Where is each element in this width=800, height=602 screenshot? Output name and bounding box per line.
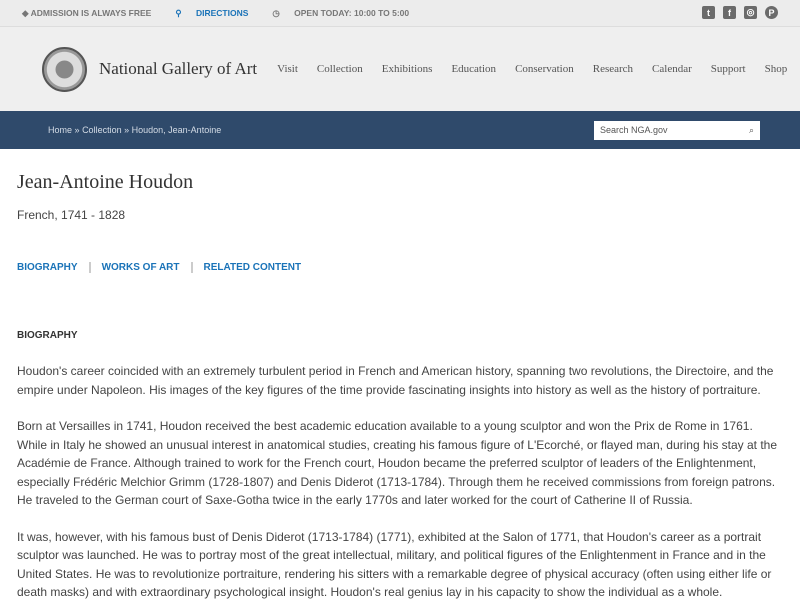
search-icon[interactable]: ⌕ (748, 124, 754, 135)
breadcrumb-bar (0, 111, 800, 149)
tab-related-content[interactable]: RELATED CONTENT (203, 262, 302, 273)
search-placeholder: Search NGA.gov (600, 125, 668, 135)
nga-seal-logo[interactable] (42, 47, 87, 92)
breadcrumb-collection[interactable]: Collection (82, 125, 122, 135)
facebook-icon[interactable]: f (723, 6, 736, 19)
map-pin-icon: ⚲ (175, 7, 184, 18)
clock-icon: ◷ (272, 7, 283, 18)
instagram-icon[interactable]: ◎ (744, 6, 757, 19)
pinterest-icon[interactable]: P (765, 6, 778, 19)
biography-paragraph: Houdon's career coincided with an extremely turbulent period in French and American history, spanning two revolutions, the Directoire, and the empire under Napoleon. His images of the key figures of the time provide fascinating insights into history as well as the history of portraiture. (17, 364, 774, 397)
breadcrumb-separator: » (74, 125, 80, 135)
site-header (0, 27, 800, 111)
breadcrumb-home[interactable]: Home (48, 125, 73, 135)
site-title[interactable]: National Gallery of Art (99, 59, 258, 78)
hours-text: ◷ OPEN TODAY: 10:00 TO 5:00 (272, 7, 410, 18)
nav-education[interactable]: Education (451, 63, 497, 75)
nav-collection[interactable]: Collection (316, 63, 363, 75)
main-content (0, 171, 800, 602)
social-links (702, 6, 778, 19)
nav-exhibitions[interactable]: Exhibitions (381, 63, 433, 75)
tab-works-of-art[interactable]: WORKS OF ART (101, 262, 180, 273)
main-nav (277, 63, 787, 75)
nav-conservation[interactable]: Conservation (515, 63, 574, 75)
nav-support[interactable]: Support (710, 63, 746, 75)
tab-biography[interactable]: BIOGRAPHY (17, 262, 78, 273)
tab-divider (89, 262, 91, 273)
twitter-icon[interactable]: t (702, 6, 715, 19)
breadcrumb-current: Houdon, Jean-Antoine (131, 125, 222, 135)
artist-info: French, 1741 - 1828 (17, 208, 126, 222)
biography-paragraph: Born at Versailles in 1741, Houdon received the best academic education available to a young sculptor and won the Prix de Rome in 1761. While in Italy he showed an unusual interest in anatomical studies, creating his famous figure of L'Ecorché, or flayed man, during his stay at the Académie de France. Although trained to work for the French court, Houdon became the preferred sculptor of leaders of the Enlightenment, especially Frédéric Melchior Grimm (1728-1807) and Denis Diderot (1713-1784). Through them he received commissions from foreign patrons. He traveled to the German court of Saxe-Gotha twice in the early 1770s and later worked for the court of Catherine II of Russia. (17, 419, 778, 507)
biography-paragraph: It was, however, with his famous bust of Denis Diderot (1713-1784) (1771), exhibited at the Salon of 1771, that Houdon's career as a portrait sculptor was launched. He was to portray most of the great intellectual, military, and political figures of the Enlightenment in France and in the United States. He was to revolutionize portraiture, rendering his sitters with a remarkable degree of physical accuracy (often using either life or death masks) and with extraordinary psychological insight. Houdon's real genius lay in his capacity to show the individual as a whole. (17, 529, 772, 599)
nav-shop[interactable]: Shop (764, 63, 788, 75)
tab-divider (191, 262, 193, 273)
breadcrumb (48, 125, 221, 135)
utility-bar (0, 0, 800, 27)
nav-calendar[interactable]: Calendar (652, 63, 692, 75)
section-tabs (17, 262, 783, 273)
admission-text: ◆ ADMISSION IS ALWAYS FREE (22, 7, 152, 18)
directions-link[interactable]: ⚲ DIRECTIONS (175, 7, 249, 18)
nav-visit[interactable]: Visit (277, 63, 298, 75)
page-title: Jean-Antoine Houdon (17, 171, 194, 193)
breadcrumb-separator: » (124, 125, 130, 135)
nav-research[interactable]: Research (592, 63, 634, 75)
section-heading: BIOGRAPHY (17, 330, 78, 341)
search-input[interactable] (594, 121, 760, 140)
